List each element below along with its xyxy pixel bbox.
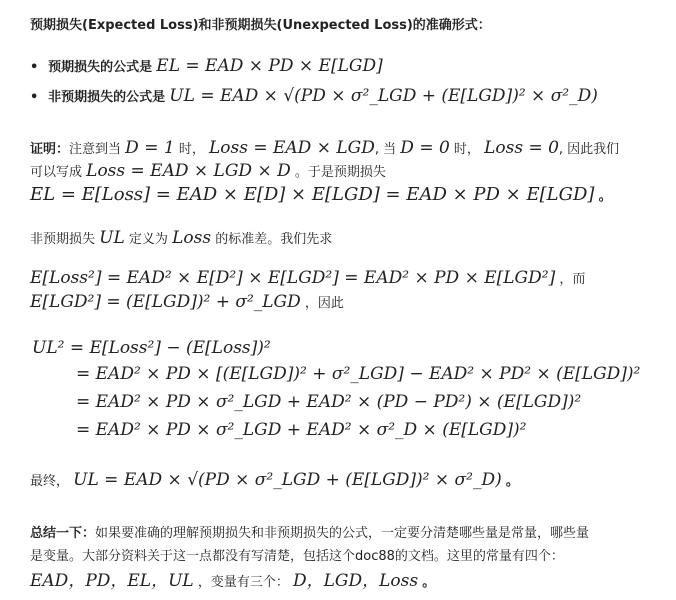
math: Loss — [172, 228, 212, 248]
text: ，变量有三个： — [197, 575, 289, 590]
proof-line-3 — [30, 184, 612, 205]
text: 的标准差。我们先求 — [215, 232, 333, 247]
math: E[Loss²] = EAD² × E[D²] × E[LGD²] = EAD² × PD × E[LGD²] — [30, 268, 556, 288]
math: D = 0 — [400, 138, 450, 158]
ul-formula: UL = EAD × √(PD × σ²_LGD + (E[LGD])² × σ²_D) — [169, 86, 598, 106]
summary-label: 总结一下： — [30, 526, 96, 541]
text: 。于是预期损失 — [294, 165, 386, 180]
math: UL — [99, 228, 125, 248]
text: , 当 — [374, 142, 397, 157]
bullet-label: 非预期损失的公式是 — [48, 90, 166, 105]
math: EAD，PD，EL，UL — [30, 571, 194, 591]
math: Loss = EAD × LGD × D — [86, 161, 291, 181]
derivation-line-4: = EAD² × PD × σ²_LGD + EAD² × σ²_D × (E[LGD])² — [76, 420, 527, 440]
math: EL = E[Loss] = EAD × E[D] × E[LGD] = EAD × PD × E[LGD] — [30, 184, 595, 205]
bullet-unexpected-loss — [30, 86, 598, 106]
summary-line-2 — [30, 545, 564, 564]
definition-line — [30, 228, 332, 248]
bullet-expected-loss — [30, 56, 383, 76]
summary-line-1 — [30, 522, 589, 541]
text: 非预期损失 — [30, 232, 96, 247]
derivation-line-3: = EAD² × PD × σ²_LGD + EAD² × (PD − PD²) × (E[LGD])² — [76, 392, 582, 412]
math: D = 1 — [125, 138, 175, 158]
text: 。 — [598, 189, 612, 204]
text: 是变量。大部分资料关于这一点都没有写清楚，包括这个doc88的文档。这里的常量有四个： — [30, 549, 564, 564]
math: E[LGD²] = (E[LGD])² + σ²_LGD — [30, 292, 301, 312]
final-line — [30, 470, 519, 490]
text: 最终， — [30, 474, 70, 489]
math: UL = EAD × √(PD × σ²_LGD + (E[LGD])² × σ²_D) — [73, 470, 502, 490]
text: 如果要准确的理解预期损失和非预期损失的公式，一定要分清楚哪些量是常量，哪些量 — [95, 526, 590, 541]
text: ，而 — [559, 272, 586, 287]
text: 。 — [422, 575, 436, 590]
math: Loss = 0 — [484, 138, 559, 158]
text: 定义为 — [128, 232, 168, 247]
text: 注意到当 — [69, 142, 122, 157]
el-formula: EL = EAD × PD × E[LGD] — [156, 56, 383, 76]
proof-line-2 — [30, 161, 386, 181]
derivation-line-1: UL² = E[Loss²] − (E[Loss])² — [32, 338, 271, 358]
summary-line-3 — [30, 566, 435, 591]
bullet-dot: • — [30, 90, 39, 105]
moments-line-1 — [30, 268, 585, 288]
proof-line-1 — [30, 138, 619, 158]
proof-label: 证明： — [30, 142, 70, 157]
text: 时， — [453, 142, 480, 157]
moments-line-2 — [30, 292, 344, 312]
bullet-dot: • — [30, 60, 39, 75]
text: ，因此 — [304, 296, 344, 311]
derivation-line-2: = EAD² × PD × [(E[LGD])² + σ²_LGD] − EAD² × PD² × (E[LGD])² — [76, 364, 641, 384]
text: 时， — [178, 142, 205, 157]
page-heading: 预期损失(Expected Loss)和非预期损失(Unexpected Loss)的准确形式： — [30, 18, 491, 33]
text: 可以写成 — [30, 165, 83, 180]
math: Loss = EAD × LGD — [208, 138, 375, 158]
math: D，LGD，Loss — [293, 571, 419, 591]
bullet-label: 预期损失的公式是 — [48, 60, 153, 75]
text: 。 — [505, 474, 519, 489]
text: , 因此我们 — [558, 142, 620, 157]
